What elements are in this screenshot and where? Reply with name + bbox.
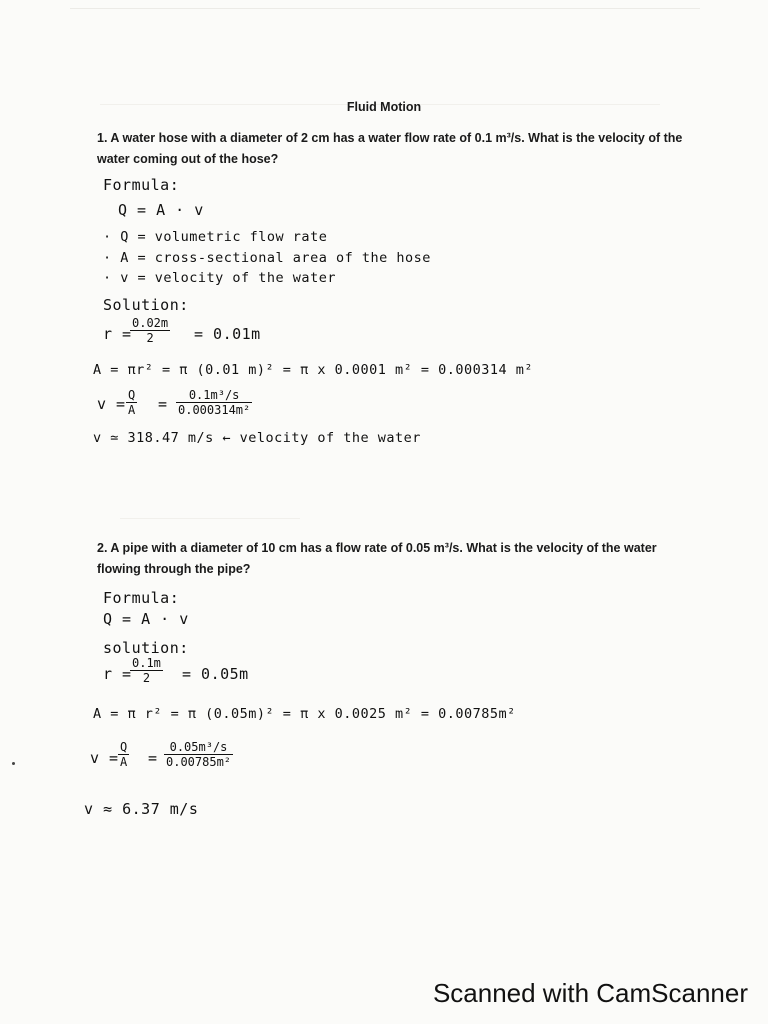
fraction-denominator: A <box>128 403 136 417</box>
fraction-numerator: Q <box>120 740 128 754</box>
problem-1-velocity-prefix: v = <box>97 395 126 413</box>
problem-1-question: 1. A water hose with a diameter of 2 cm has a water flow rate of 0.1 m³/s. What is the velocity of the water coming out of the hose? <box>97 131 683 166</box>
fraction-denominator: A <box>120 755 128 769</box>
problem-2-radius-prefix: r = <box>103 665 132 683</box>
fraction-denominator: 2 <box>130 330 170 345</box>
problem-1-radius-fraction <box>130 316 170 345</box>
bleed-through-line <box>70 8 700 9</box>
fraction-numerator: 0.1m <box>132 656 161 670</box>
fraction-denominator: 0.00785m² <box>166 755 232 769</box>
problem-1-qa-fraction <box>126 388 137 417</box>
problem-2-answer: v ≈ 6.37 m/s <box>84 800 199 818</box>
problem-1-solution-label: Solution: <box>103 296 189 314</box>
problem-2-radius-fraction <box>130 656 163 685</box>
problem-1-definition: · v = velocity of the water <box>103 270 336 286</box>
problem-1-answer: v ≃ 318.47 m/s ← velocity of the water <box>93 430 421 446</box>
fraction-numerator: 0.02m <box>132 316 169 330</box>
problem-1-definition: · Q = volumetric flow rate <box>103 229 328 245</box>
problem-1-area-line: A = πr² = π (0.01 m)² = π x 0.0001 m² = 0.000314 m² <box>93 362 534 378</box>
problem-1-definition: · A = cross-sectional area of the hose <box>103 250 431 266</box>
bleed-through-line <box>120 518 300 519</box>
problem-1-formula-label: Formula: <box>103 176 180 194</box>
fraction-numerator: Q <box>128 388 136 402</box>
page-title: Fluid Motion <box>346 100 422 114</box>
problem-1-equals: = <box>158 395 168 413</box>
fraction-numerator: 0.1m³/s <box>188 388 240 402</box>
fraction-denominator: 0.000314m² <box>178 403 251 417</box>
fraction-numerator: 0.05m³/s <box>169 740 228 754</box>
scan-speck <box>12 762 15 765</box>
problem-2-qa-fraction <box>118 740 129 769</box>
problem-2-formula-label: Formula: <box>103 589 180 607</box>
camscanner-watermark: Scanned with CamScanner <box>432 978 748 1008</box>
problem-2-formula: Q = A · v <box>103 610 189 628</box>
problem-2-velocity-fraction <box>164 740 233 769</box>
problem-2-question: 2. A pipe with a diameter of 10 cm has a flow rate of 0.05 m³/s. What is the velocity of the water flowing through the pipe? <box>97 541 657 576</box>
problem-1-radius-result: = 0.01m <box>194 325 261 343</box>
problem-2-area-line: A = π r² = π (0.05m)² = π x 0.0025 m² = 0.00785m² <box>93 706 516 722</box>
problem-1-radius-prefix: r = <box>103 325 132 343</box>
problem-2-equals: = <box>148 749 158 767</box>
problem-2-velocity-prefix: v = <box>90 749 119 767</box>
fraction-denominator: 2 <box>130 670 163 685</box>
problem-2-solution-label: solution: <box>103 639 189 657</box>
problem-1-formula: Q = A · v <box>118 201 204 219</box>
problem-1-velocity-fraction <box>176 388 252 417</box>
problem-2-radius-result: = 0.05m <box>182 665 249 683</box>
